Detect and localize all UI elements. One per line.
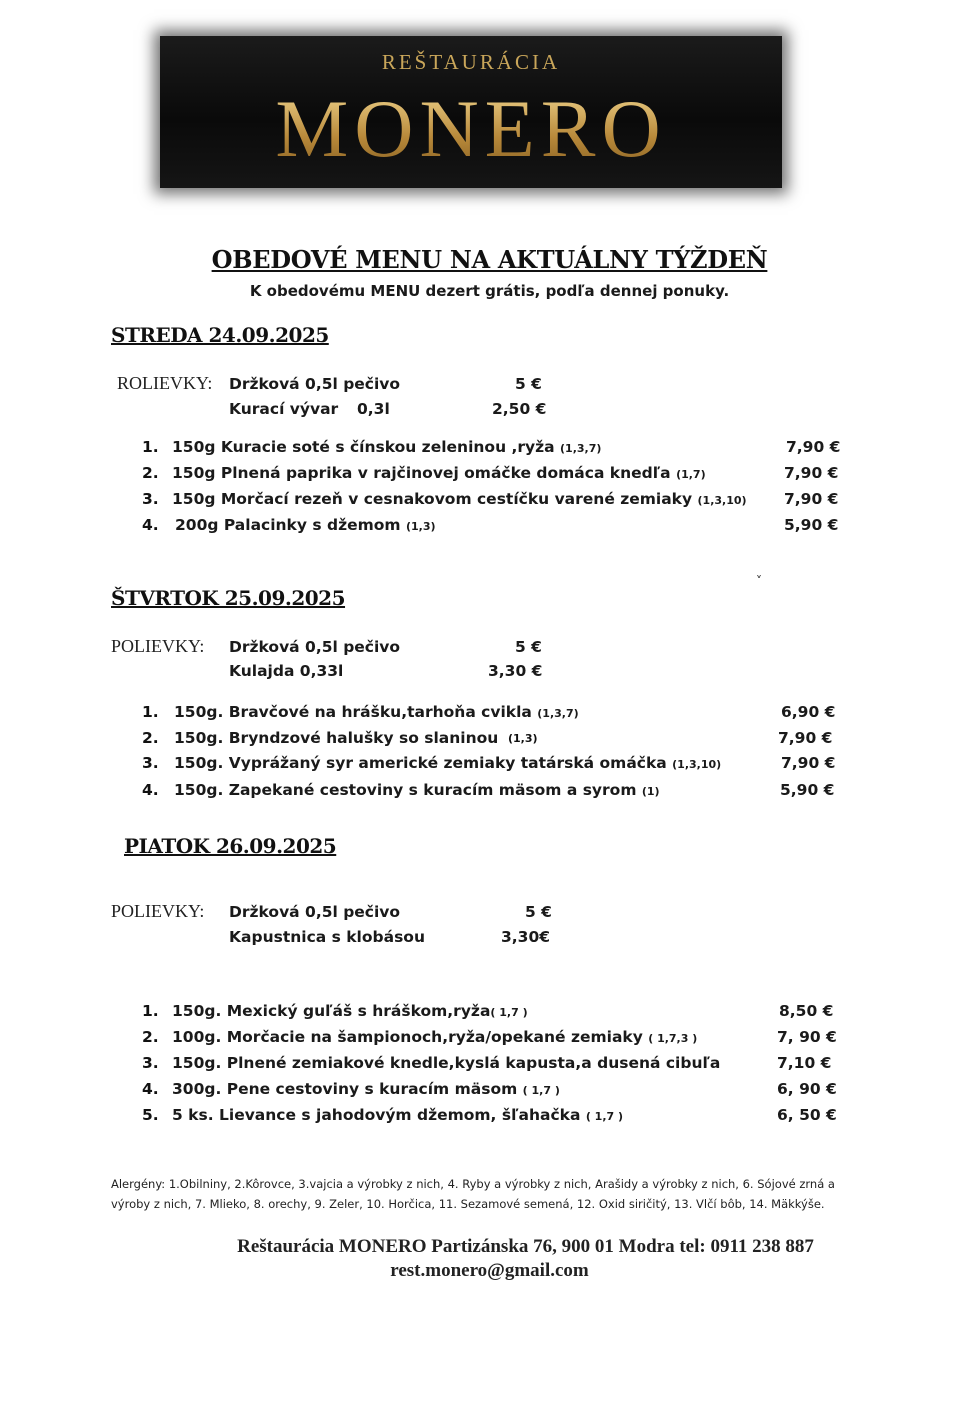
chevron-down-icon: ˅ [756, 574, 762, 588]
menu-item: 150g. Bryndzové halušky so slaninou [174, 729, 499, 747]
allergens-note: Alergény: 1.Obilniny, 2.Kôrovce, 3.vajcia a výrobky z nich, 4. Ryby a výrobky z nich, Arašidy a výrobky z nich, 6. Sójové zrná a výroby z nich, 7. Mlieko, 8. orechy, 9. Zeler, 10. Horčica, 11. Sezamové semená, 12. Oxid siričitý, 13. Vlčí bôb, 14. Mäkkýše. [111, 1177, 835, 1211]
allergen-codes: (1,3) [508, 732, 538, 745]
item-number: 4. [142, 781, 159, 799]
soup-name: Držková 0,5l pečivo [229, 375, 401, 393]
item-number: 2. [142, 464, 159, 482]
item-price: 7,10 € [777, 1054, 832, 1072]
soup-name: Kurací vývar [229, 400, 339, 418]
item-price: 6, 50 € [777, 1106, 837, 1124]
day-heading-friday: PIATOK 26.09.2025 [124, 834, 337, 858]
soup-label: ROLIEVKY: [117, 373, 213, 393]
item-number: 4. [142, 1080, 159, 1098]
item-number: 1. [142, 703, 159, 721]
item-price: 6, 90 € [777, 1080, 837, 1098]
menu-item: 150g. Vyprážaný syr americké zemiaky tatárská omáčka (1,3,10) [174, 754, 722, 772]
menu-item: 150g. Bravčové na hrášku,tarhoňa cvikla (1,3,7) [174, 703, 579, 721]
soup-label: POLIEVKY: [111, 636, 205, 656]
item-number: 3. [142, 490, 159, 508]
menu-item: 5 ks. Lievance s jahodovým džemom, šľahačka ( 1,7 ) [172, 1106, 624, 1124]
item-number: 1. [142, 1002, 159, 1020]
soup-label: POLIEVKY: [111, 901, 205, 921]
footer-address: Reštaurácia MONERO Partizánska 76, 900 01 Modra tel: 0911 238 887 [237, 1236, 814, 1257]
item-price: 6,90 € [781, 703, 836, 721]
menu-item: 150g. Zapekané cestoviny s kuracím mäsom a syrom (1) [174, 781, 660, 799]
soup-price: 5 € [515, 375, 542, 393]
item-price: 7,90 € [784, 490, 839, 508]
menu-item: 100g. Morčacie na šampionoch,ryža/opekané zemiaky ( 1,7,3 ) [172, 1028, 698, 1046]
soup-price: 5 € [525, 903, 552, 921]
menu-subtitle: K obedovému MENU dezert grátis, podľa dennej ponuky. [249, 282, 730, 300]
item-price: 7,90 € [784, 464, 839, 482]
item-number: 3. [142, 1054, 159, 1072]
soup-price: 3,30€ [501, 928, 551, 946]
item-price: 5,90 € [784, 516, 839, 534]
soup-name: Kapustnica s klobásou [229, 928, 425, 946]
soup-volume: 0,3l [357, 400, 390, 418]
item-price: 8,50 € [779, 1002, 834, 1020]
menu-item: 200g Palacinky s džemom (1,3) [175, 516, 436, 534]
menu-item: 150g Morčací rezeň v cesnakovom cestíčku varené zemiaky (1,3,10) [172, 490, 747, 508]
menu-title: OBEDOVÉ MENU NA AKTUÁLNY TÝŽDEŇ [211, 245, 768, 274]
item-price: 7, 90 € [777, 1028, 837, 1046]
logo-subtitle: REŠTAURÁCIA [381, 50, 561, 74]
item-price: 7,90 € [781, 754, 836, 772]
footer-email: rest.monero@gmail.com [390, 1260, 589, 1281]
day-heading-wednesday: STREDA 24.09.2025 [111, 323, 329, 347]
item-number: 4. [142, 516, 159, 534]
soup-price: 5 € [515, 638, 542, 656]
logo-name: MONERO [160, 88, 782, 170]
item-number: 2. [142, 1028, 159, 1046]
menu-item: 150g. Mexický guľáš s hráškom,ryža( 1,7 ) [172, 1002, 528, 1020]
item-price: 7,90 € [778, 729, 833, 747]
item-price: 5,90 € [780, 781, 835, 799]
restaurant-logo [160, 36, 782, 188]
menu-item: 300g. Pene cestoviny s kuracím mäsom ( 1,7 ) [172, 1080, 560, 1098]
item-number: 1. [142, 438, 159, 456]
item-price: 7,90 € [786, 438, 841, 456]
soup-name: Držková 0,5l pečivo [229, 638, 401, 656]
soup-name: Kulajda 0,33l [229, 662, 344, 680]
menu-item: 150g Plnená paprika v rajčinovej omáčke domáca knedľa (1,7) [172, 464, 706, 482]
item-number: 3. [142, 754, 159, 772]
soup-name: Držková 0,5l pečivo [229, 903, 401, 921]
soup-price: 3,30 € [488, 662, 543, 680]
soup-price: 2,50 € [492, 400, 547, 418]
day-heading-thursday: ŠTVRTOK 25.09.2025 [111, 586, 346, 610]
item-number: 5. [142, 1106, 159, 1124]
item-number: 2. [142, 729, 159, 747]
menu-item: 150g Kuracie soté s čínskou zeleninou ,ryža (1,3,7) [172, 438, 602, 456]
menu-item: 150g. Plnené zemiakové knedle,kyslá kapusta,a dusená cibuľa [172, 1054, 721, 1072]
